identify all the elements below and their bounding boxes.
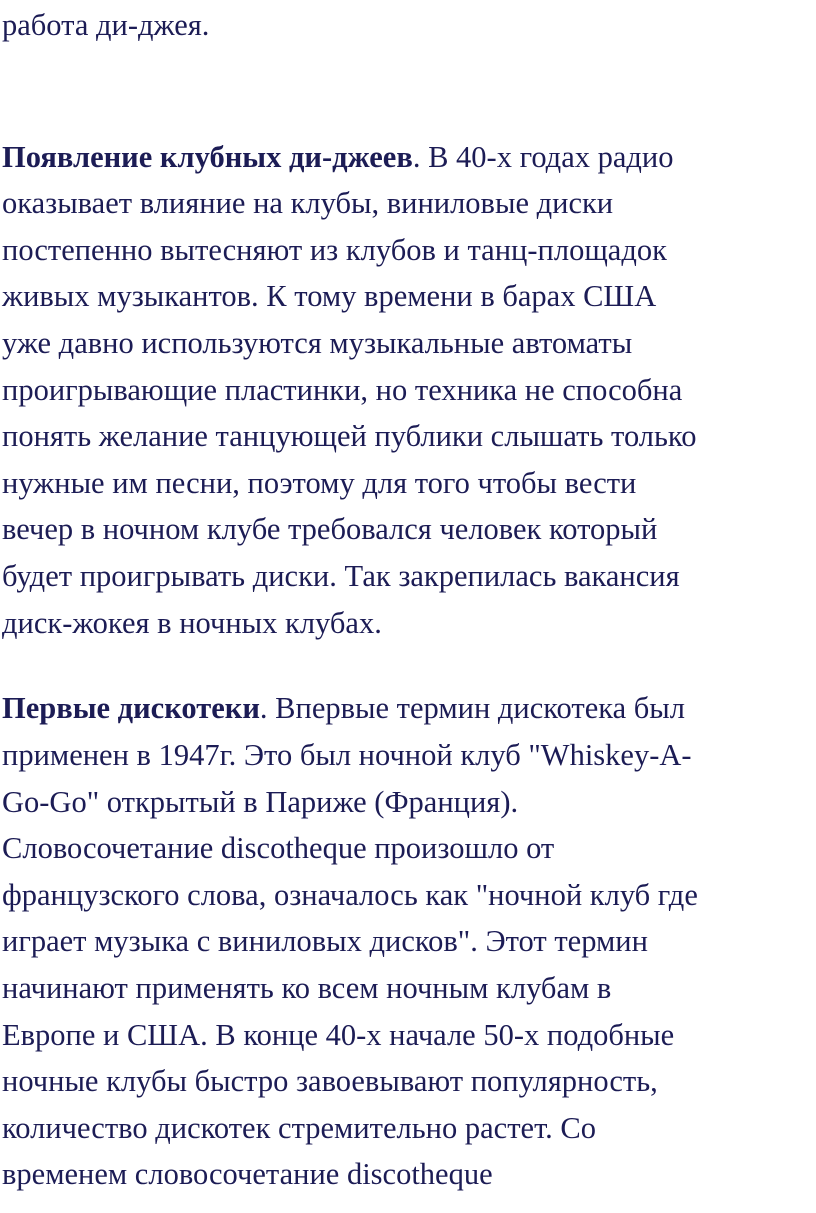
section1-line-6: понять желание танцующей публики слышать только (2, 419, 697, 453)
section2-line-7: Европе и США. В конце 40-х начале 50-х подобные (2, 1018, 675, 1052)
section1-line-8: вечер в ночном клубе требовался человек который (2, 512, 658, 546)
section1-line-5: проигрывающие пластинки, но техника не способна (2, 373, 683, 407)
section1-line-7: нужные им песни, поэтому для того чтобы вести (2, 466, 637, 500)
section2-line-5: играет музыка с виниловых дисков". Этот термин (2, 924, 648, 958)
section1-line-9: будет проигрывать диски. Так закрепилась вакансия (2, 559, 680, 593)
section1-line-1: оказывает влияние на клубы, виниловые диски (2, 186, 614, 220)
section2-heading: Первые дискотеки (2, 691, 260, 725)
section2-line-9: количество дискотек стремительно растет. Со (2, 1111, 596, 1145)
section1-line-4: уже давно используются музыкальные автоматы (2, 326, 633, 360)
section2-line-8: ночные клубы быстро завоевывают популярность, (2, 1064, 658, 1098)
section2-line-0: . Впервые термин дискотека был (259, 691, 685, 725)
section2-line-4: французского слова, означалось как "ночной клуб где (2, 878, 698, 912)
section2-line-2: Go-Go" открытый в Париже (Франция). (2, 785, 519, 819)
section2-line-3: Словосочетание discotheque произошло от (2, 831, 555, 865)
section1-line-3: живых музыкантов. К тому времени в барах США (2, 279, 657, 313)
section2-line-6: начинают применять ко всем ночным клубам в (2, 971, 612, 1005)
section1-line-2: постепенно вытесняют из клубов и танц-площадок (2, 233, 667, 267)
intro-tail-line: работа ди-джея. (2, 8, 210, 42)
section1-line-10: диск-жокея в ночных клубах. (2, 606, 382, 640)
section2-first-line (2, 685, 685, 732)
section2-line-10: временем словосочетание discotheque (2, 1157, 493, 1191)
section1-line-0: . В 40-х годах радио (412, 140, 674, 174)
section1-first-line (2, 134, 674, 181)
section1-heading: Появление клубных ди-джеев (2, 140, 413, 174)
section2-line-1: применен в 1947г. Это был ночной клуб "Whiskey-A- (2, 738, 692, 772)
